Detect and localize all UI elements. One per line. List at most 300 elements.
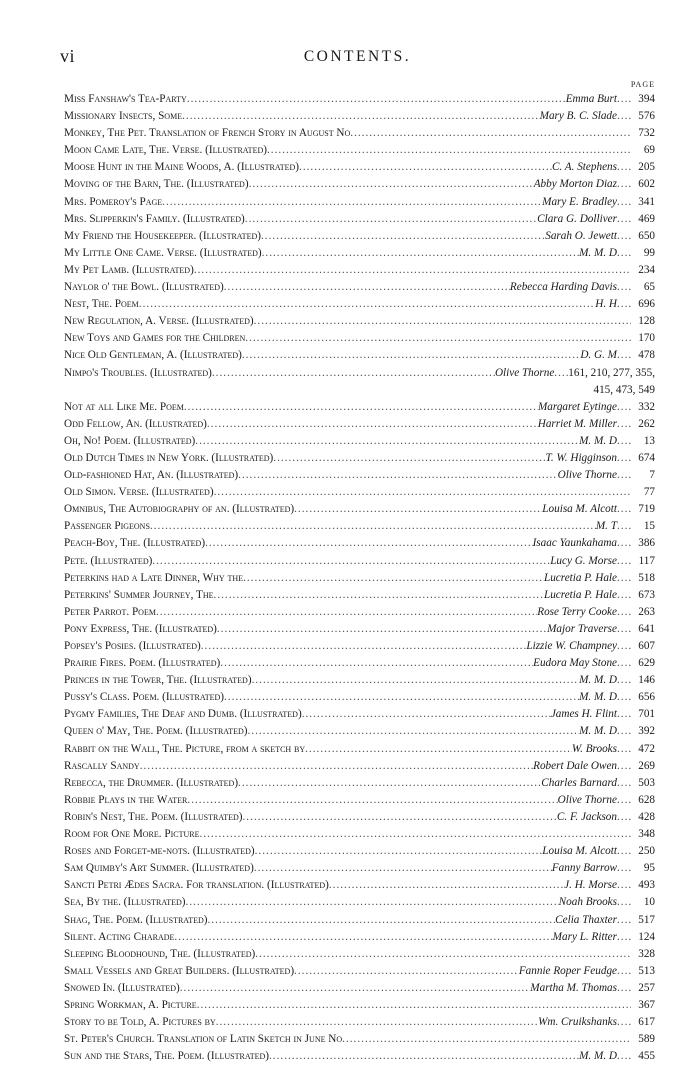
entry-author: T. W. Higginson — [545, 451, 617, 464]
entry-title: Rabbit on the Wall, The. Picture, from a sketch by — [64, 742, 306, 755]
toc-entry — [64, 980, 655, 997]
entry-title: Silent. Acting Charade — [64, 930, 175, 943]
entry-page: 656 — [638, 691, 655, 704]
toc-entry — [64, 330, 655, 347]
entry-page: 696 — [638, 298, 655, 311]
leader-dots — [224, 279, 510, 296]
entry-author: Mary L. Ritter — [552, 930, 617, 943]
leader-dots — [243, 809, 557, 826]
roman-page-number: vi — [60, 46, 76, 66]
leader-dots — [299, 159, 552, 176]
entry-page: 428 — [638, 810, 655, 823]
leader-dots — [199, 826, 631, 843]
entry-title: Pussy's Class. Poem. (Illustrated) — [64, 691, 224, 704]
leader-dots — [267, 142, 631, 159]
entry-page: 503 — [638, 776, 655, 789]
entry-author: Mary B. C. Slade — [539, 110, 617, 123]
leader-dots — [150, 518, 596, 535]
leader-dots — [617, 91, 631, 108]
leader-dots — [617, 1048, 631, 1065]
leader-dots — [617, 894, 631, 911]
leader-dots — [252, 672, 580, 689]
entry-author: Mary E. Bradley — [542, 195, 617, 208]
entry-page: 332 — [638, 400, 655, 413]
entry-title: Mrs. Slipperkin's Family. (Illustrated) — [64, 212, 245, 225]
entry-title: Not at all Like Me. Poem — [64, 400, 184, 413]
leader-dots — [617, 228, 631, 245]
leader-dots — [195, 433, 579, 450]
entry-title: Robin's Nest, The. Poem. (Illustrated) — [64, 810, 243, 823]
entry-title: Sun and the Stars, The. Poem. (Illustrated) — [64, 1050, 269, 1063]
leader-dots — [617, 194, 631, 211]
entry-title: Missionary Insects, Some — [64, 110, 183, 123]
leader-dots — [617, 176, 631, 193]
toc-entry — [64, 518, 655, 535]
entry-page: 146 — [638, 674, 655, 687]
entry-title: Story to be Told, A. Pictures by — [64, 1016, 216, 1029]
leader-dots — [254, 313, 631, 330]
toc-entry — [64, 1031, 655, 1048]
leader-dots — [617, 792, 631, 809]
entry-page: 15 — [643, 520, 655, 533]
leader-dots — [350, 125, 631, 142]
toc-entry — [64, 912, 655, 929]
entry-title: Odd Fellow, An. (Illustrated) — [64, 417, 207, 430]
entry-page: 517 — [638, 913, 655, 926]
toc-entry — [64, 963, 655, 980]
toc-entry — [64, 142, 655, 159]
entry-title: Queen o' May, The. Poem. (Illustrated) — [64, 725, 248, 738]
toc-entry — [64, 894, 655, 911]
leader-dots — [212, 365, 495, 382]
leader-dots — [156, 604, 537, 621]
entry-title: Omnibus, The Autobiography of an. (Illustrated) — [64, 503, 295, 516]
entry-title: St. Peter's Church. Translation of Latin Sketch in June No — [64, 1033, 343, 1046]
entry-author: Robert Dale Owen — [533, 759, 617, 772]
leader-dots — [617, 604, 631, 621]
toc-entry — [64, 176, 655, 193]
entry-page: 469 — [638, 212, 655, 225]
entry-page: 673 — [638, 588, 655, 601]
entry-author: M. M. D — [579, 246, 617, 259]
toc-entry — [64, 501, 655, 518]
toc-entry — [64, 399, 655, 416]
entry-author: M. T — [595, 520, 617, 533]
toc-entry — [64, 946, 655, 963]
page-column-label: PAGE — [630, 80, 655, 89]
entry-author: J. H. Morse — [564, 879, 617, 892]
entry-title: Miss Fanshaw's Tea-Party — [64, 93, 187, 105]
entry-title: My Pet Lamb. (Illustrated) — [64, 263, 194, 276]
entry-page: 493 — [638, 879, 655, 892]
entry-author: D. G. M — [580, 349, 617, 362]
toc-entry — [64, 809, 655, 826]
entry-page: 250 — [638, 845, 655, 858]
leader-dots — [617, 433, 631, 450]
entry-page: 617 — [638, 1016, 655, 1029]
leader-dots — [617, 416, 631, 433]
leader-dots — [194, 262, 631, 279]
entry-author: C. A. Stephens — [551, 161, 617, 174]
leader-dots — [214, 484, 631, 501]
entry-title: Roses and Forget-me-nots. (Illustrated) — [64, 845, 255, 858]
leader-dots — [238, 775, 541, 792]
leader-dots — [617, 535, 631, 552]
leader-dots — [238, 467, 558, 484]
entry-author: Fannie Roper Feudge — [518, 964, 617, 977]
leader-dots — [247, 723, 579, 740]
entry-title: Rascally Sandy — [64, 759, 140, 772]
entry-author: M. M. D — [579, 1050, 617, 1063]
leader-dots — [617, 296, 631, 313]
leader-dots — [305, 741, 572, 758]
entry-title: Nest, The. Poem — [64, 298, 139, 311]
entry-author: Charles Barnard — [541, 776, 617, 789]
entry-title: Moving of the Barn, The. (Illustrated) — [64, 178, 249, 191]
leader-dots — [273, 450, 545, 467]
leader-dots — [617, 587, 631, 604]
entry-title: Monkey, The Pet. Translation of French Story in August No — [64, 127, 351, 140]
toc-entry — [64, 228, 655, 245]
entry-page: 341 — [638, 195, 655, 208]
entry-page: 513 — [638, 964, 655, 977]
leader-dots — [617, 638, 631, 655]
toc-entry — [64, 570, 655, 587]
entry-page: 13 — [643, 434, 655, 447]
toc-entry — [64, 108, 655, 125]
entry-title: New Regulation, A. Verse. (Illustrated) — [64, 315, 254, 328]
entry-author: Sarah O. Jewett — [545, 229, 617, 242]
entry-page: 701 — [638, 708, 655, 721]
entry-page: 367 — [638, 998, 655, 1011]
toc-entry — [64, 706, 655, 723]
entry-page: 732 — [638, 127, 655, 140]
entry-author: Rose Terry Cooke — [537, 605, 617, 618]
entry-title: Robbie Plays in the Water — [64, 793, 188, 806]
entry-title: Mrs. Pomeroy's Page — [64, 195, 163, 208]
leader-dots — [207, 416, 538, 433]
leader-dots — [617, 655, 631, 672]
toc-entry — [64, 860, 655, 877]
toc-entry — [64, 347, 655, 364]
entry-title: Small Vessels and Great Builders. (Illustrated) — [64, 964, 295, 977]
entry-title: Prairie Fires. Poem. (Illustrated) — [64, 657, 221, 670]
leader-dots — [224, 689, 579, 706]
entry-page: 478 — [638, 349, 655, 362]
leader-dots — [617, 775, 631, 792]
leader-dots — [617, 912, 631, 929]
toc-entry — [64, 775, 655, 792]
leader-dots — [152, 553, 550, 570]
entry-title: Nice Old Gentleman, A. (Illustrated) — [64, 349, 242, 362]
entry-page: 518 — [638, 571, 655, 584]
entry-page: 10 — [643, 896, 655, 909]
toc-entry — [64, 621, 655, 638]
toc-entry — [64, 433, 655, 450]
leader-dots — [255, 946, 631, 963]
leader-dots — [294, 963, 519, 980]
leader-dots — [617, 501, 631, 518]
entry-author: Olive Thorne — [557, 469, 617, 482]
toc-entry — [64, 245, 655, 262]
entry-page: 629 — [638, 657, 655, 670]
entry-page: 262 — [638, 417, 655, 430]
entry-author: Louisa M. Alcott — [542, 503, 617, 516]
entry-author: H. H — [595, 298, 617, 311]
leader-dots — [180, 980, 531, 997]
leader-dots — [302, 706, 551, 723]
entry-page: 607 — [638, 640, 655, 652]
entry-title: Moon Came Late, The. Verse. (Illustrated) — [64, 144, 267, 157]
entry-title: My Little One Came. Verse. (Illustrated) — [64, 246, 262, 259]
leader-dots — [617, 672, 631, 689]
leader-dots — [139, 296, 595, 313]
entry-title: Peterkins had a Late Dinner, Why the — [64, 571, 244, 584]
entry-title: Pygmy Families, The Deaf and Dumb. (Illustrated) — [64, 708, 302, 721]
entry-author: Emma Burt — [565, 93, 617, 105]
entry-page: 128 — [638, 315, 655, 328]
entry-author: Abby Morton Diaz — [533, 178, 617, 191]
leader-dots — [617, 758, 631, 775]
entry-title: Princes in the Tower, The. (Illustrated) — [64, 674, 252, 687]
leader-dots — [617, 553, 631, 570]
entry-page: 99 — [643, 246, 655, 259]
leader-dots — [243, 570, 544, 587]
entry-author: Wm. Cruikshanks — [538, 1016, 617, 1029]
entry-page: 69 — [643, 144, 655, 157]
toc-entry — [64, 1048, 655, 1065]
leader-dots — [617, 211, 631, 228]
entry-title: Nimpo's Troubles. (Illustrated) — [64, 366, 212, 379]
entry-page: 628 — [638, 793, 655, 806]
toc-entry — [64, 1014, 655, 1031]
leader-dots — [617, 399, 631, 416]
leader-dots — [216, 1014, 538, 1031]
leader-dots — [220, 655, 533, 672]
entry-page: 234 — [638, 263, 655, 276]
entry-page: 674 — [638, 451, 655, 464]
leader-dots — [617, 929, 631, 946]
entry-title: Moose Hunt in the Maine Woods, A. (Illustrated) — [64, 161, 300, 174]
entry-title: Sancti Petri Ædes Sacra. For translation. (Illustrated) — [64, 879, 329, 892]
toc-entry — [64, 211, 655, 228]
entry-title: Rebecca, the Drummer. (Illustrated) — [64, 776, 239, 789]
toc-entry — [64, 587, 655, 604]
toc-entry — [64, 553, 655, 570]
toc-entry — [64, 450, 655, 467]
entry-title: Sleeping Bloodhound, The. (Illustrated) — [64, 947, 256, 960]
leader-dots — [617, 1014, 631, 1031]
entry-author: W. Brooks — [571, 742, 617, 755]
toc-entry — [64, 638, 655, 655]
leader-dots — [187, 91, 566, 108]
toc-entry — [64, 672, 655, 689]
leader-dots — [617, 570, 631, 587]
leader-dots — [245, 330, 631, 347]
entry-page: 263 — [638, 605, 655, 618]
entry-author: M. M. D — [579, 725, 617, 738]
leader-dots — [617, 279, 631, 296]
entry-page: 602 — [638, 178, 655, 191]
entry-title: Old Simon. Verse. (Illustrated) — [64, 486, 214, 499]
entry-page: 650 — [638, 229, 655, 242]
leader-dots — [255, 843, 543, 860]
entry-title: Room for One More. Picture — [64, 828, 200, 841]
entry-title: Old-fashioned Hat, An. (Illustrated) — [64, 469, 239, 482]
entry-title: Sam Quimby's Art Summer. (Illustrated) — [64, 862, 254, 875]
entry-page-continuation: 415, 473, 549 — [593, 383, 655, 396]
toc-entry — [64, 689, 655, 706]
entry-title: Oh, No! Poem. (Illustrated) — [64, 434, 196, 447]
entry-author: Louisa M. Alcott — [542, 845, 617, 858]
entry-page: 65 — [643, 281, 655, 294]
entry-author: Rebecca Harding Davis — [509, 281, 617, 294]
entry-title: Passenger Pigeons — [64, 520, 150, 533]
leader-dots — [617, 245, 631, 262]
entry-author: Fanny Barrow — [551, 862, 617, 875]
entry-author: Martha M. Thomas — [530, 981, 617, 994]
entry-author: C. F. Jackson — [556, 810, 617, 823]
toc-entry — [64, 723, 655, 740]
leader-dots — [617, 450, 631, 467]
entry-author: M. M. D — [579, 691, 617, 704]
entry-title: Naylor o' the Bowl. (Illustrated) — [64, 281, 224, 294]
entry-author: Harriet M. Miller — [537, 417, 617, 430]
leader-dots — [249, 176, 534, 193]
entry-title: Peach-Boy, The. (Illustrated) — [64, 537, 206, 550]
entry-page: 77 — [643, 486, 655, 499]
entry-title: Sea, By the. (Illustrated) — [64, 896, 186, 909]
entry-title: Peterkins' Summer Journey, The — [64, 588, 214, 601]
toc-entry — [64, 792, 655, 809]
entry-page: 472 — [638, 742, 655, 755]
entry-page: 386 — [638, 537, 655, 550]
entry-author: Celia Thaxter — [555, 913, 617, 926]
entry-author: M. M. D — [579, 434, 617, 447]
entry-page: 257 — [638, 981, 655, 994]
entry-page: 161, 210, 277, 355, — [568, 366, 655, 379]
toc-entry — [64, 159, 655, 176]
leader-dots — [554, 365, 568, 382]
entry-author: Clara G. Dolliver — [537, 212, 617, 225]
entry-title: Old Dutch Times in New York. (Illustrated) — [64, 451, 274, 464]
toc-entry — [64, 365, 655, 382]
toc-entry — [64, 91, 655, 108]
entry-author: Eudora May Stone — [533, 657, 617, 670]
entry-page: 95 — [643, 862, 655, 875]
leader-dots — [617, 621, 631, 638]
toc-entry — [64, 758, 655, 775]
leader-dots — [242, 347, 580, 364]
toc-entry — [64, 604, 655, 621]
leader-dots — [205, 535, 532, 552]
leader-dots — [174, 929, 552, 946]
entry-title: Popsey's Posies. (Illustrated) — [64, 640, 201, 652]
toc-entry — [64, 194, 655, 211]
leader-dots — [617, 877, 631, 894]
leader-dots — [269, 1048, 579, 1065]
leader-dots — [184, 399, 538, 416]
entry-author: Noah Brooks — [558, 896, 617, 909]
leader-dots — [217, 621, 547, 638]
toc-entry — [64, 467, 655, 484]
page-header — [60, 46, 655, 70]
leader-dots — [140, 758, 533, 775]
leader-dots — [182, 108, 540, 125]
leader-dots — [617, 809, 631, 826]
entry-title: Peter Parrot. Poem — [64, 605, 156, 618]
toc-entry — [64, 655, 655, 672]
toc-entry — [64, 313, 655, 330]
entry-title: Spring Workman, A. Picture — [64, 998, 197, 1011]
entry-title: New Toys and Games for the Children — [64, 332, 246, 345]
leader-dots — [294, 501, 542, 518]
leader-dots — [262, 245, 579, 262]
entry-page: 394 — [638, 93, 655, 105]
toc-entry — [64, 262, 655, 279]
leader-dots — [329, 877, 564, 894]
entry-page: 392 — [638, 725, 655, 738]
entry-title: Shag, The. Poem. (Illustrated) — [64, 913, 208, 926]
leader-dots — [261, 228, 545, 245]
leader-dots — [617, 689, 631, 706]
entry-page: 7 — [649, 469, 655, 482]
entry-author: Lucy G. Morse — [550, 554, 617, 567]
entry-title: Pony Express, The. (Illustrated) — [64, 622, 217, 635]
toc-entry — [64, 484, 655, 501]
leader-dots — [342, 1031, 631, 1048]
entry-page: 641 — [638, 622, 655, 635]
entry-title: My Friend the Housekeeper. (Illustrated) — [64, 229, 261, 242]
entry-page: 170 — [638, 332, 655, 345]
leader-dots — [201, 638, 527, 655]
leader-dots — [214, 587, 544, 604]
toc-entry — [64, 826, 655, 843]
entry-author: Isaac Yaunkahama — [532, 537, 617, 550]
toc-entry — [64, 279, 655, 296]
entry-author: Lucretia P. Hale — [543, 571, 617, 584]
leader-dots — [617, 159, 631, 176]
entry-title: Pete. (Illustrated) — [64, 554, 153, 567]
leader-dots — [617, 741, 631, 758]
leader-dots — [617, 963, 631, 980]
leader-dots — [254, 860, 552, 877]
leader-dots — [617, 706, 631, 723]
entry-author: James H. Flint — [550, 708, 617, 721]
contents-list — [64, 91, 655, 1065]
entry-page: 328 — [638, 947, 655, 960]
leader-dots — [186, 894, 559, 911]
entry-page: 589 — [638, 1033, 655, 1046]
entry-author: Major Traverse — [547, 622, 617, 635]
leader-dots — [617, 467, 631, 484]
toc-entry — [64, 741, 655, 758]
page-title: CONTENTS. — [303, 48, 412, 65]
leader-dots — [207, 912, 555, 929]
leader-dots — [617, 723, 631, 740]
leader-dots — [617, 518, 631, 535]
toc-entry — [64, 877, 655, 894]
leader-dots — [187, 792, 557, 809]
entry-author: Lizzie W. Champney — [526, 640, 617, 652]
toc-entry — [64, 843, 655, 860]
entry-author: M. M. D — [579, 674, 617, 687]
toc-entry — [64, 535, 655, 552]
entry-page: 348 — [638, 828, 655, 841]
leader-dots — [617, 108, 631, 125]
entry-title: Snowed In. (Illustrated) — [64, 981, 180, 994]
entry-page: 455 — [638, 1050, 655, 1063]
